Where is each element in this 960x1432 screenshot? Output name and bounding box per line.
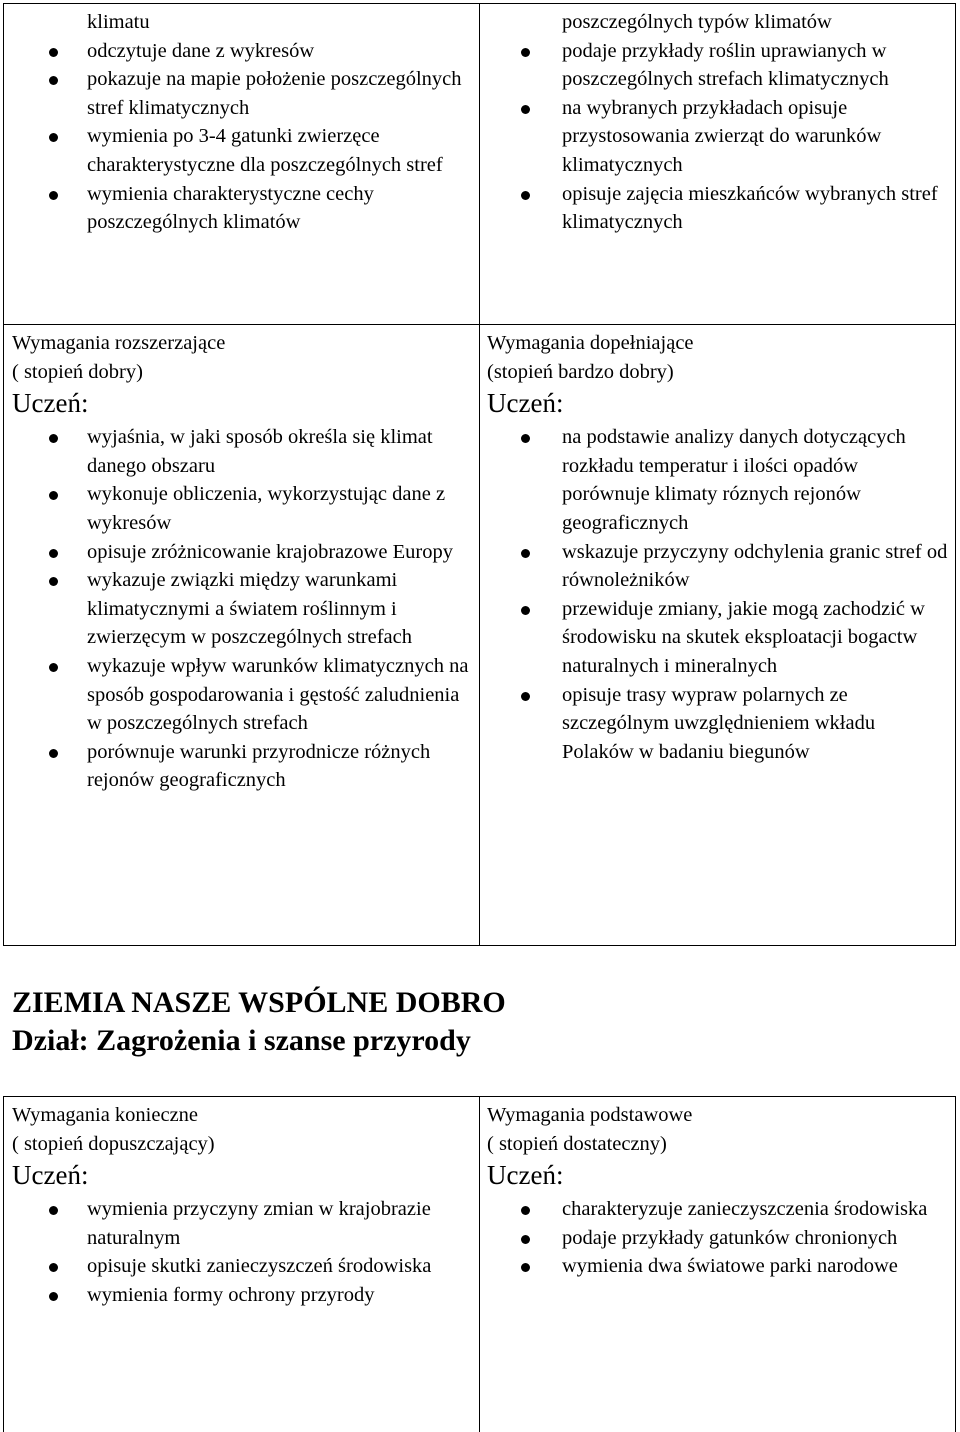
bullet-list bbox=[12, 1195, 471, 1309]
cell-left bbox=[4, 4, 480, 325]
list-item: wykazuje związki między warunkami klimatycznymi a światem roślinnym i zwierzęcym w poszczególnych strefach bbox=[12, 566, 471, 652]
cell-pass-grade bbox=[4, 1097, 480, 1432]
student-label: Uczeń: bbox=[12, 1160, 89, 1191]
list-item: wymienia charakterystyczne cechy poszczególnych klimatów bbox=[12, 180, 471, 237]
list-item: na wybranych przykładach opisuje przystosowania zwierząt do warunków klimatycznych bbox=[487, 94, 949, 180]
requirements-heading: Wymagania podstawowe bbox=[487, 1104, 693, 1126]
continuation-text: poszczególnych typów klimatów bbox=[562, 11, 832, 33]
cell-good-grade bbox=[4, 325, 480, 946]
list-item: wykonuje obliczenia, wykorzystując dane z wykresów bbox=[12, 480, 471, 537]
list-item: podaje przykłady roślin uprawianych w poszczególnych strefach klimatycznych bbox=[487, 37, 949, 94]
cell-very-good-grade bbox=[480, 325, 956, 946]
requirements-table-threats bbox=[3, 1096, 956, 1432]
cell-right bbox=[480, 4, 956, 325]
list-item: pokazuje na mapie położenie poszczególnych stref klimatycznych bbox=[12, 65, 471, 122]
grade-label: ( stopień dostateczny) bbox=[487, 1132, 667, 1155]
student-label: Uczeń: bbox=[487, 388, 564, 419]
list-item: wymienia formy ochrony przyrody bbox=[12, 1281, 471, 1310]
requirements-heading: Wymagania rozszerzające bbox=[12, 332, 226, 354]
bullet-list bbox=[12, 423, 471, 795]
bullet-list bbox=[12, 37, 471, 237]
grade-label: ( stopień dopuszczający) bbox=[12, 1132, 215, 1155]
list-item: porównuje warunki przyrodnicze różnych rejonów geograficznych bbox=[12, 738, 471, 795]
bullet-list bbox=[487, 37, 949, 237]
list-item: charakteryzuje zanieczyszczenia środowiska bbox=[487, 1195, 949, 1224]
list-item: wymienia po 3-4 gatunki zwierzęce charakterystyczne dla poszczególnych stref bbox=[12, 122, 471, 179]
list-item: opisuje skutki zanieczyszczeń środowiska bbox=[12, 1252, 471, 1281]
section-subtitle: Dział: Zagrożenia i szanse przyrody bbox=[12, 1024, 471, 1057]
list-item: opisuje zróżnicowanie krajobrazowe Europy bbox=[12, 538, 471, 567]
requirements-heading: Wymagania dopełniające bbox=[487, 332, 694, 354]
bullet-list bbox=[487, 423, 949, 766]
requirements-heading: Wymagania konieczne bbox=[12, 1104, 199, 1126]
list-item: na podstawie analizy danych dotyczących rozkładu temperatur i ilości opadów porównuje klimaty róznych rejonów geograficznych bbox=[487, 423, 949, 537]
grade-label: (stopień bardzo dobry) bbox=[487, 360, 674, 383]
requirements-table-climate-continued bbox=[3, 3, 956, 325]
list-item: odczytuje dane z wykresów bbox=[12, 37, 471, 66]
list-item: wymienia dwa światowe parki narodowe bbox=[487, 1252, 949, 1281]
continuation-text: klimatu bbox=[87, 11, 150, 33]
section-title: ZIEMIA NASZE WSPÓLNE DOBRO bbox=[12, 986, 506, 1019]
bullet-list bbox=[487, 1195, 949, 1281]
list-item: przewiduje zmiany, jakie mogą zachodzić w środowisku na skutek eksploatacji bogactw naturalnych i mineralnych bbox=[487, 595, 949, 681]
list-item: opisuje trasy wypraw polarnych ze szczególnym uwzględnieniem wkładu Polaków w badaniu biegunów bbox=[487, 681, 949, 767]
student-label: Uczeń: bbox=[487, 1160, 564, 1191]
requirements-table-extended bbox=[3, 324, 956, 946]
list-item: podaje przykłady gatunków chronionych bbox=[487, 1224, 949, 1253]
student-label: Uczeń: bbox=[12, 388, 89, 419]
list-item: opisuje zajęcia mieszkańców wybranych stref klimatycznych bbox=[487, 180, 949, 237]
cell-satisfactory-grade bbox=[480, 1097, 956, 1432]
list-item: wskazuje przyczyny odchylenia granic stref od równoleżników bbox=[487, 538, 949, 595]
list-item: wykazuje wpływ warunków klimatycznych na sposób gospodarowania i gęstość zaludnienia w poszczególnych strefach bbox=[12, 652, 471, 738]
list-item: wyjaśnia, w jaki sposób określa się klimat danego obszaru bbox=[12, 423, 471, 480]
list-item: wymienia przyczyny zmian w krajobrazie naturalnym bbox=[12, 1195, 471, 1252]
grade-label: ( stopień dobry) bbox=[12, 360, 143, 383]
